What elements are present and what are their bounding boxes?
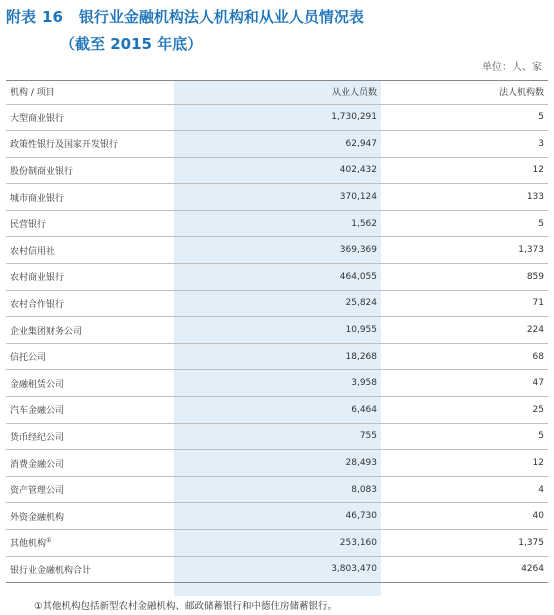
table-row [6,210,548,237]
table-header-row [6,80,548,104]
row-employees: 755 [174,423,381,450]
row-name [6,237,174,264]
row-name [6,397,174,424]
row-name [6,450,174,477]
row-institutions: 1,375 [381,530,548,557]
row-name-text: 其他机构 [10,539,47,550]
row-name [6,264,174,291]
row-name-text: 城市商业银行 [10,193,65,204]
row-name [6,157,174,184]
table-row [6,184,548,211]
table-row [6,370,548,397]
table-row [6,290,548,317]
row-institutions: 12 [381,450,548,477]
table-body [6,104,548,583]
row-institutions: 25 [381,397,548,424]
row-institutions: 1,373 [381,237,548,264]
row-employees: 25,824 [174,290,381,317]
row-name-text: 汽车金融公司 [10,406,65,417]
header-institutions: 法人机构数 [381,80,548,104]
row-institutions: 4264 [381,556,548,583]
row-employees: 18,268 [174,343,381,370]
row-institutions: 12 [381,157,548,184]
row-name [6,476,174,503]
row-name [6,503,174,530]
table-row [6,343,548,370]
row-employees: 62,947 [174,131,381,158]
table-row [6,104,548,131]
table-row [6,450,548,477]
row-institutions: 224 [381,317,548,344]
row-employees: 402,432 [174,157,381,184]
table-row [6,237,548,264]
row-employees: 6,464 [174,397,381,424]
page-title [6,6,364,27]
title-label: 附表 [6,8,37,26]
row-employees: 28,493 [174,450,381,477]
table-row [6,157,548,184]
title-number: 16 [42,8,63,26]
row-name [6,184,174,211]
row-name [6,290,174,317]
row-institutions: 133 [381,184,548,211]
title-text: 银行业金融机构法人机构和从业人员情况表 [78,8,364,26]
row-name-text: 银行业金融机构合计 [10,565,92,576]
row-employees: 46,730 [174,503,381,530]
footnote: ①其他机构包括新型农村金融机构、邮政储蓄银行和中德住房储蓄银行。 [34,601,338,612]
row-employees: 1,562 [174,210,381,237]
table-row [6,476,548,503]
row-institutions: 5 [381,104,548,131]
row-name-text: 消费金融公司 [10,459,65,470]
row-institutions: 47 [381,370,548,397]
table-row [6,530,548,557]
row-name-text: 股份制商业银行 [10,166,74,177]
table-row [6,397,548,424]
row-institutions: 859 [381,264,548,291]
table-row [6,264,548,291]
row-employees: 3,958 [174,370,381,397]
row-institutions: 5 [381,423,548,450]
row-name-text: 农村商业银行 [10,273,65,284]
row-institutions: 40 [381,503,548,530]
row-employees: 8,083 [174,476,381,503]
row-employees: 369,369 [174,237,381,264]
row-name [6,210,174,237]
header-employees: 从业人员数 [174,80,381,104]
table-row [6,131,548,158]
row-employees: 370,124 [174,184,381,211]
row-name-text: 信托公司 [10,353,47,364]
footnote-mark: ① [46,537,52,545]
row-name-text: 货币经纪公司 [10,432,65,443]
row-employees: 253,160 [174,530,381,557]
table-row [6,317,548,344]
row-employees: 10,955 [174,317,381,344]
row-name-text: 金融租赁公司 [10,379,65,390]
row-name-text: 政策性银行及国家开发银行 [10,140,119,151]
data-table [6,80,548,583]
header-item: 机构 / 项目 [6,80,174,104]
row-name-text: 农村信用社 [10,246,56,257]
row-name-text: 农村合作银行 [10,299,65,310]
row-institutions: 71 [381,290,548,317]
row-institutions: 5 [381,210,548,237]
row-name [6,317,174,344]
row-name-text: 外资金融机构 [10,512,65,523]
row-institutions: 4 [381,476,548,503]
row-institutions: 3 [381,131,548,158]
row-employees: 1,730,291 [174,104,381,131]
row-name [6,423,174,450]
table-total-row [6,556,548,583]
page-subtitle: （截至 2015 年底） [60,35,203,53]
row-name-text: 民营银行 [10,220,47,231]
row-employees: 464,055 [174,264,381,291]
row-name [6,530,174,557]
row-name [6,556,174,583]
table-row [6,423,548,450]
row-name [6,104,174,131]
row-institutions: 68 [381,343,548,370]
row-name [6,131,174,158]
row-employees: 3,803,470 [174,556,381,583]
row-name-text: 大型商业银行 [10,113,65,124]
row-name-text: 资产管理公司 [10,486,65,497]
row-name [6,370,174,397]
table-row [6,503,548,530]
row-name [6,343,174,370]
row-name-text: 企业集团财务公司 [10,326,83,337]
unit-label: 单位：人、家 [482,62,542,73]
